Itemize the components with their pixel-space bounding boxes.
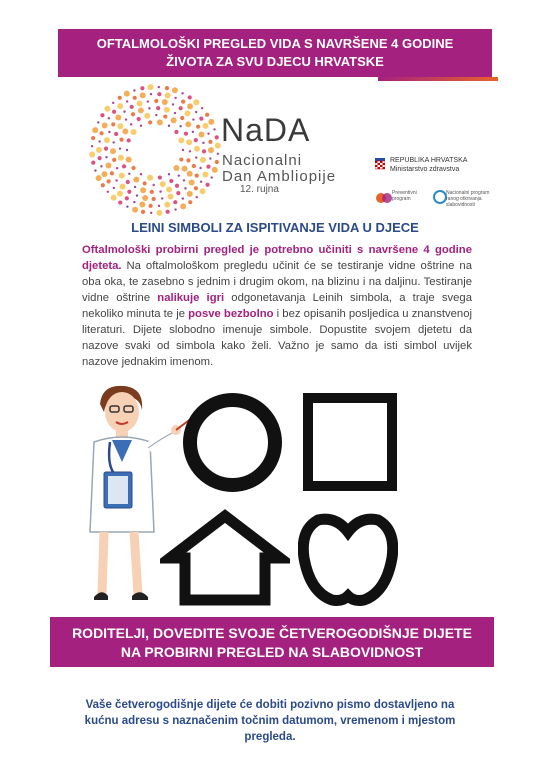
body-text-1: Na oftalmološkom pregledu učinit će se testiranje vidne oštrine na oba oka, te zasebno s jednim i drugim okom, na blizinu i na daljinu. Testiranje vidne oštrine xyxy=(82,260,472,304)
ministry-country: REPUBLIKA HRVATSKA xyxy=(390,157,468,164)
lea-symbol-square-icon xyxy=(303,393,397,491)
nada-logo-icon xyxy=(88,83,222,217)
ministry-name: Ministarstvo zdravstva xyxy=(390,166,460,173)
nada-subtitle-2: Dan Ambliopije xyxy=(222,168,337,185)
top-banner xyxy=(58,29,492,77)
nada-title: NaDA xyxy=(221,112,311,148)
croatian-coat-of-arms-icon xyxy=(375,158,385,170)
bottom-banner-line1: RODITELJI, DOVEDITE SVOJE ČETVEROGODIŠNJE DIJETE xyxy=(72,625,472,641)
national-program-logo-icon xyxy=(433,190,447,204)
top-banner-line2: ŽIVOTA ZA SVU DJECU HRVATSKE xyxy=(166,54,384,69)
body-emphasis-painless: posve bezbolno xyxy=(188,308,274,320)
body-paragraph xyxy=(82,242,472,370)
lea-symbol-circle-icon xyxy=(183,393,282,492)
lea-symbol-house-icon xyxy=(160,508,290,608)
bottom-banner xyxy=(50,617,494,667)
body-text-3: i bez opisanih posljedica u znanstvenoj literaturi. Dijete slobodno imenuje simbole. Dopustite svojem djetetu da nazove svaki od simbola kako želi. Važno je samo da isti simbol uvijek nazove jednakim imenom. xyxy=(82,308,472,368)
banner-stripe xyxy=(378,77,498,81)
body-emphasis-age: Oftalmološki probirni pregled je potrebno učiniti s navršene 4 godine djeteta. xyxy=(82,244,472,272)
top-banner-line1: OFTALMOLOŠKI PREGLED VIDA S NAVRŠENE 4 GODINE xyxy=(96,36,454,51)
body-emphasis-game: nalikuje igri xyxy=(157,292,225,304)
nada-date: 12. rujna xyxy=(240,184,279,195)
nada-subtitle-1: Nacionalni xyxy=(222,152,303,169)
bottom-banner-line2: NA PROBIRNI PREGLED NA SLABOVIDNOST xyxy=(120,644,424,660)
section-heading: LEINI SIMBOLI ZA ISPITIVANJE VIDA U DJECE xyxy=(131,220,419,235)
body-text-2: odgonetavanja Leinih simbola, a traje svega nekoliko minuta te je xyxy=(82,292,472,320)
national-program-label: Nacionalni program ranog otkrivanja slabovidnosti xyxy=(446,190,490,208)
lea-symbol-apple-icon xyxy=(298,510,398,610)
footer-note: Vaše četverogodišnje dijete će dobiti pozivno pismo dostavljeno na kućnu adresu s naznačenim točnim datumom, vremenom i mjestom pregleda. xyxy=(84,699,456,743)
prevention-program-label: Preventivni program xyxy=(392,190,417,202)
